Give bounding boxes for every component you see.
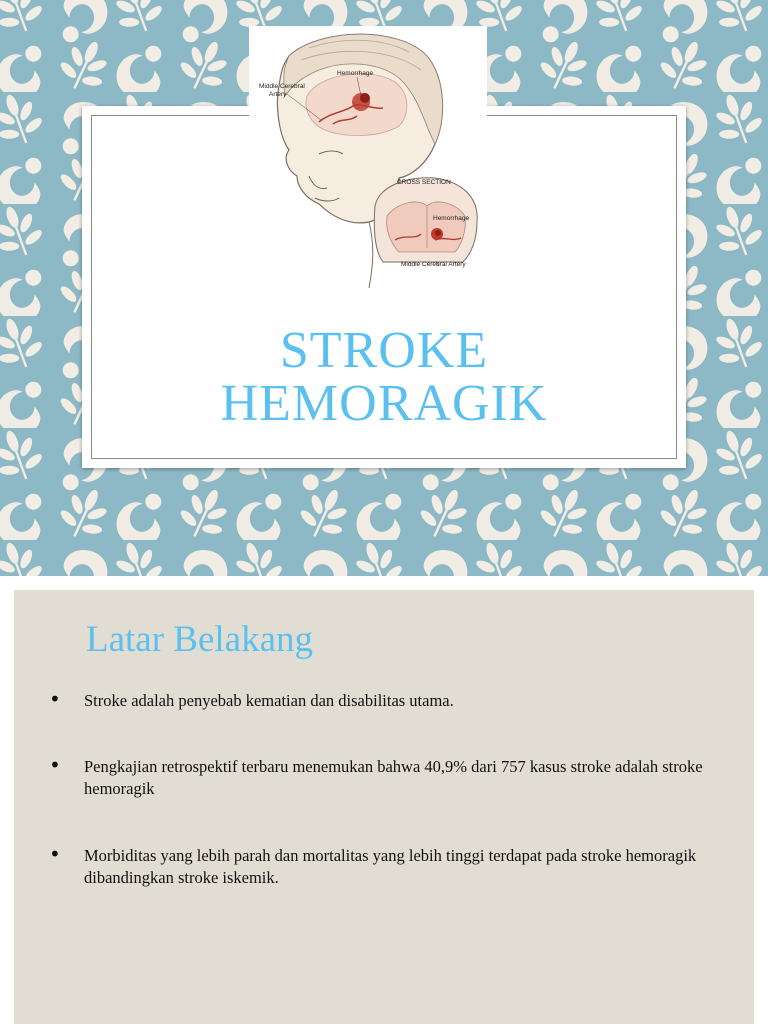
bullet-icon: • — [49, 753, 61, 777]
label-hemorrhage-bottom: Hemorrhage — [433, 215, 470, 222]
label-cross-section: CROSS SECTION — [397, 179, 451, 186]
bullet-icon: • — [49, 687, 61, 711]
brain-hemorrhage-illustration — [249, 26, 487, 288]
section-heading: Latar Belakang — [86, 619, 314, 660]
label-mca-bottom: Middle Cerebral Artery — [401, 261, 466, 268]
title-line-2: HEMORAGIK — [220, 375, 548, 432]
label-hemorrhage-top: Hemorrhage — [337, 70, 374, 77]
label-mca-line1: Middle Cerebral — [259, 83, 305, 90]
bullet-text-3: Morbiditas yang lebih parah dan mortalitas yang lebih tinggi terdapat pada stroke hemoragik dibandingkan stroke iskemik. — [84, 846, 697, 887]
label-mca-line2: Artery — [269, 91, 287, 98]
content-slide — [14, 590, 754, 1024]
bullet-icon: • — [49, 842, 61, 866]
title-line-1: STROKE — [279, 322, 489, 379]
bullet-list — [14, 590, 754, 1024]
bullet-text-1: Stroke adalah penyebab kematian dan disabilitas utama. — [84, 691, 454, 710]
slide-title — [82, 324, 686, 430]
bullet-text-2: Pengkajian retrospektif terbaru menemukan bahwa 40,9% dari 757 kasus stroke adalah stroke hemoragik — [84, 757, 703, 798]
